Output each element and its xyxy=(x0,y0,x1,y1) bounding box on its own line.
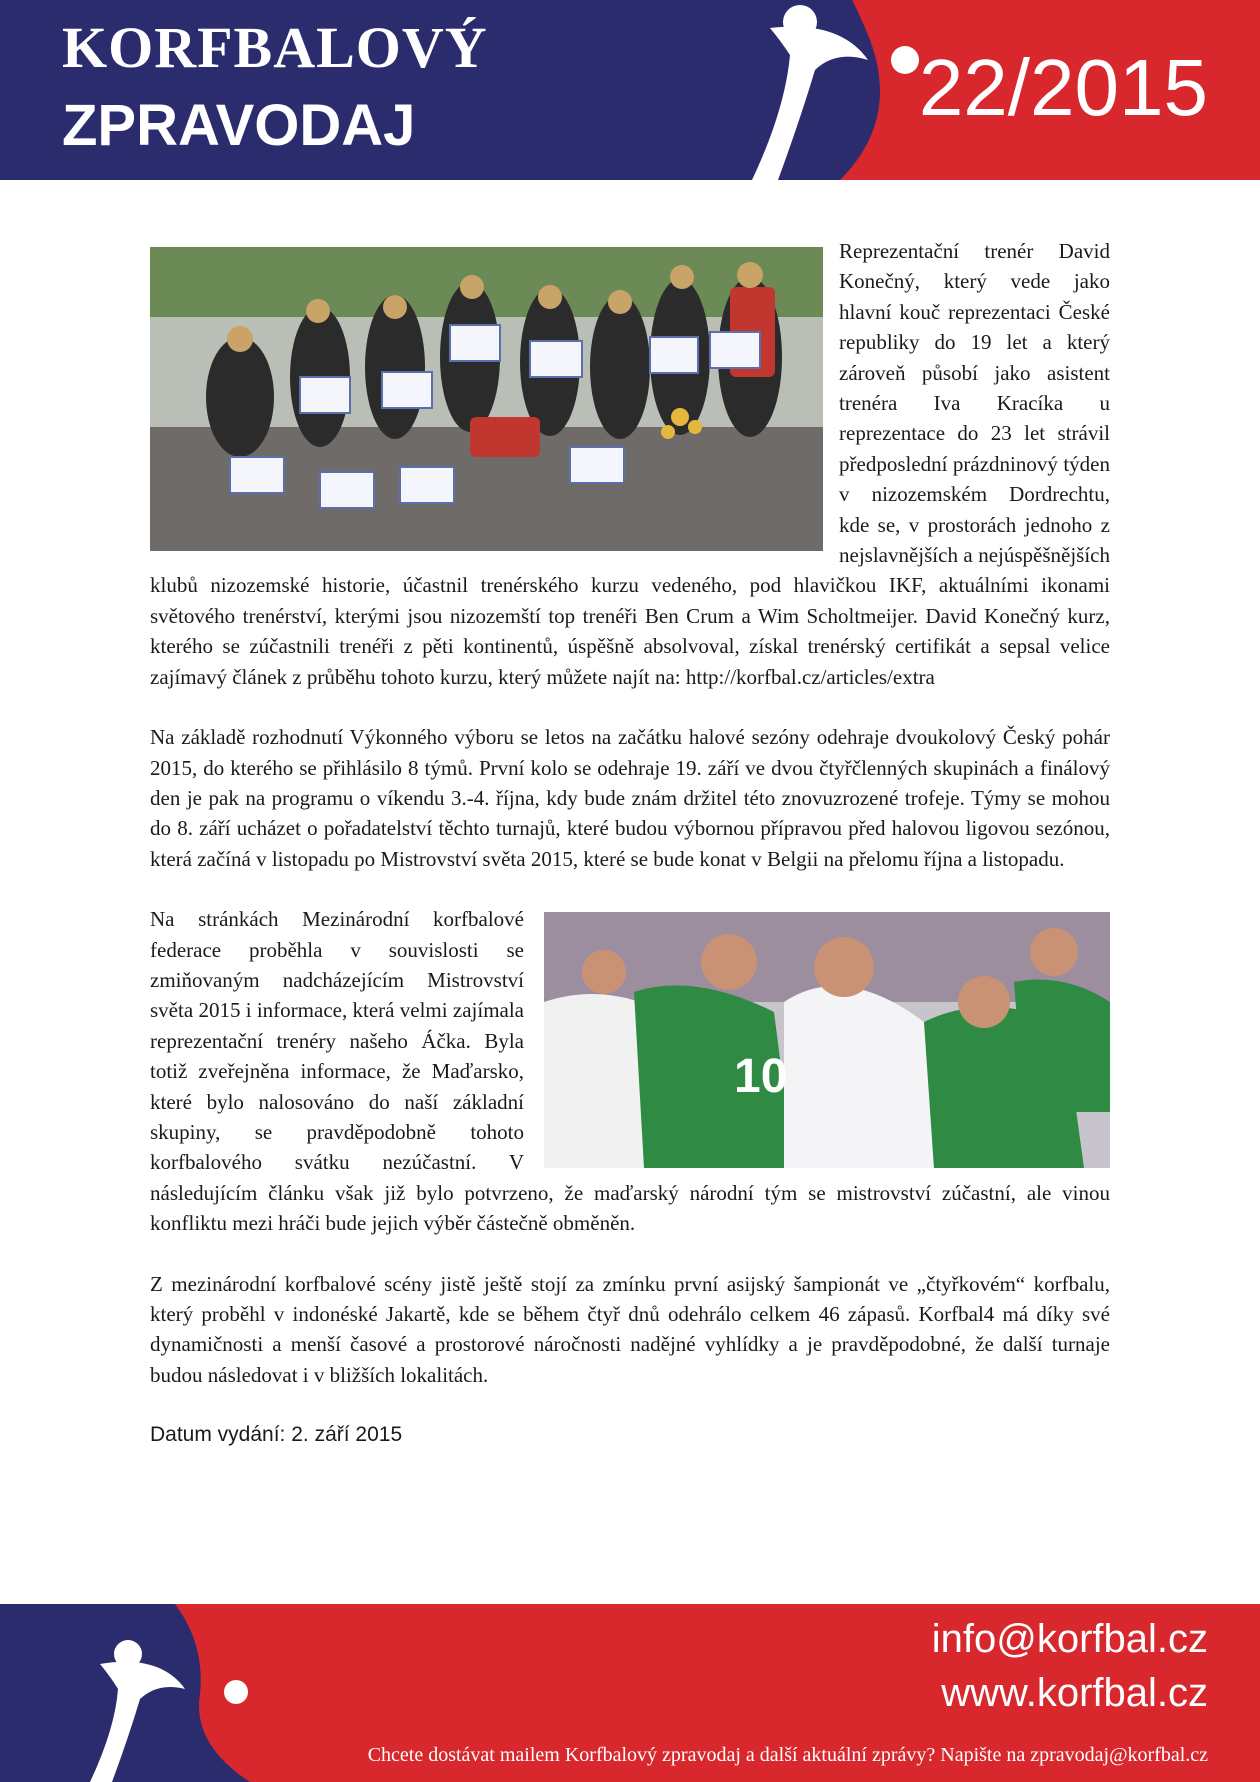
paragraph-coach-course: Reprezentační trenér David Konečný, který vede jako hlavní kouč reprezentaci České republiky do 19 let a který zároveň působí jako asistent trenéra Iva Kracíka u reprezentace do 23 let strávil předposlední prázdninový týden v nizozemském Dordrechtu, kde se, v prostorách jednoho z nejslavnějších a nejúspěšnějších klubů nizozemské historie, účastnil trenérského kurzu vedeného, pod hlavičkou IKF, aktuálními ikonami světového trenérství, kterými jsou nizozemští top trenéři Ben Crum a Wim Scholtmeijer. David Konečný kurz, kterého se zúčastnili trenéři z pěti kontinentů, úspěšně absolvoval, získal trenérský certifikát a sepsal velice zajímavý článek z průběhu tohoto kurzu, který můžete najít na: http://korfbal.cz/articles/extra xyxy=(150,239,1110,689)
issue-number: 22/2015 xyxy=(918,43,1208,132)
brand-subtitle: ZPRAVODAJ xyxy=(62,93,416,158)
group-photo-icon xyxy=(150,247,823,551)
svg-text:10: 10 xyxy=(734,1050,788,1104)
team-certificates-photo xyxy=(150,247,823,551)
paragraph-czech-cup: Na základě rozhodnutí Výkonného výboru se letos na začátku halové sezóny odehraje dvoukolový Český pohár 2015, do kterého se přihlásilo 8 týmů. První kolo se odehraje 19. září ve dvou čtyřčlenných skupinách a finálový den je pak na programu o víkendu 3.-4. října, kdy bude znám držitel této znovuzrozené trofeje. Týmy se mohou do 8. září ucházet o pořadatelství těchto turnajů, které budou výbornou přípravou před halovou ligovou sezónou, která začíná v listopadu po Mistrovství světa 2015, které se bude konat v Belgii na přelomu října a listopadu. xyxy=(150,725,1110,871)
article-body xyxy=(150,236,1110,1451)
footer-banner xyxy=(0,1604,1260,1782)
hungary-team-photo xyxy=(544,912,1110,1168)
paragraph-world-championship: Na stránkách Mezinárodní korfbalové federace proběhla v souvislosti se zmiňovaným nadcházejícím Mistrovství světa 2015 i informace, která velmi zajímala reprezentační trenéry našeho Áčka. Byla totiž zveřejněna informace, že Maďarsko, které bylo nalosováno do naší základní skupiny, se pravděpodobně tohoto korfbalového svátku nezúčastní. V následujícím článku však již bylo potvrzeno, že maďarský národní tým se mistrovství zúčastní, ale vinou konfliktu mezi hráči bude jejich výběr částečně obměněn. xyxy=(150,907,1110,1236)
contact-email[interactable]: info@korfbal.cz xyxy=(931,1617,1208,1661)
publication-date: Datum vydání: 2. září 2015 xyxy=(150,1423,403,1447)
brand-title: KORFBALOVÝ xyxy=(62,15,488,80)
header-banner xyxy=(0,0,1260,180)
players-huddle-icon xyxy=(544,912,1110,1168)
contact-website[interactable]: www.korfbal.cz xyxy=(941,1671,1208,1715)
paragraph-asian-championship: Z mezinárodní korfbalové scény jistě ještě stojí za zmínku první asijský šampionát ve „čtyřkovém“ korfbalu, který proběhl v indonéské Jakartě, kde se během čtyř dnů odehrálo celkem 46 zápasů. Korfbal4 má díky své dynamičnosti a menší časové a prostorové náročnosti nadějné vyhlídky a je pravděpodobné, že další turnaje budou následovat i v bližších lokalitách. xyxy=(150,1271,1110,1387)
subscription-note: Chcete dostávat mailem Korfbalový zpravodaj a další aktuální zprávy? Napište na zpravodaj@korfbal.cz xyxy=(367,1744,1208,1766)
